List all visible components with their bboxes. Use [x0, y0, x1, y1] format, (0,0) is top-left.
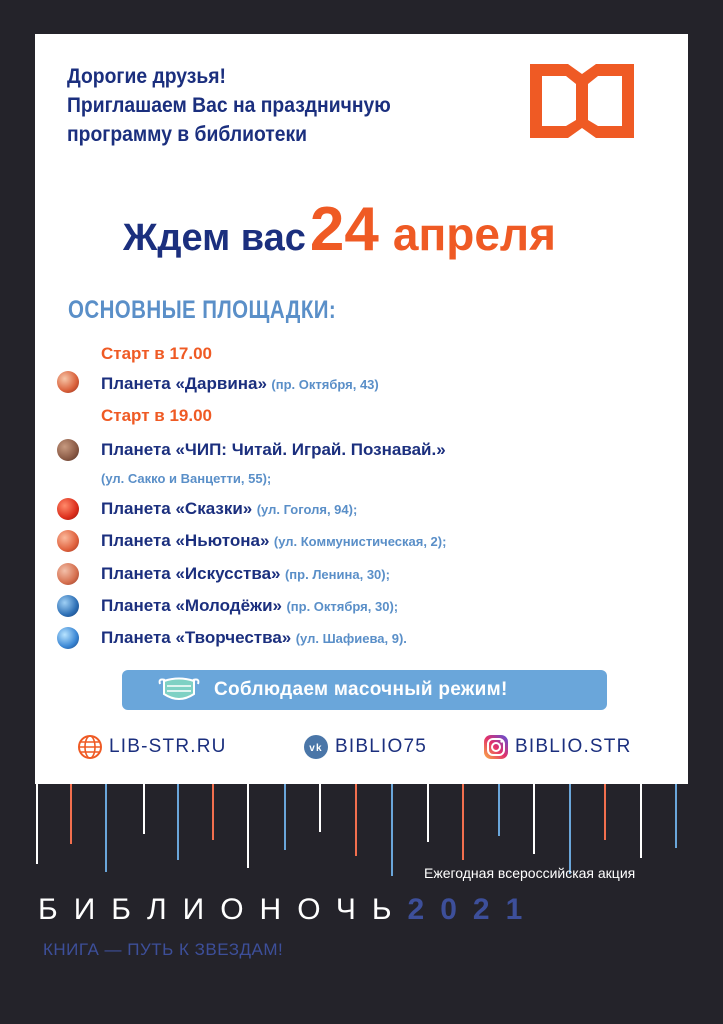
venue-address: (ул. Коммунистическая, 2); [273, 534, 447, 549]
globe-icon [77, 734, 103, 760]
svg-text:vk: vk [309, 743, 323, 754]
planet-icon [57, 371, 79, 393]
greeting-line-3: программу в библиотеки [67, 123, 308, 146]
vk-link[interactable] [303, 734, 427, 760]
venue-address: (пр. Октября, 30); [286, 599, 399, 614]
title-year: 2021 [407, 893, 539, 926]
greeting-line-2: Приглашаем Вас на праздничную [67, 94, 391, 117]
date-day: 24 [309, 195, 379, 264]
mask-notice-banner [122, 670, 607, 710]
venue-item [101, 499, 357, 519]
planet-icon [57, 498, 79, 520]
venue-item [101, 374, 379, 394]
planet-icon [57, 627, 79, 649]
tagline: Ежегодная всероссийская акция [424, 865, 636, 881]
start-time-1: Старт в 17.00 [101, 344, 212, 363]
instagram-icon [483, 734, 509, 760]
face-mask-icon [156, 676, 202, 704]
venue-name: Планета «Искусства» [101, 564, 281, 583]
venues-heading: ОСНОВНЫЕ ПЛОЩАДКИ: [68, 296, 337, 324]
venue-address: (ул. Гоголя, 94); [256, 502, 358, 517]
venue-address-line [101, 470, 271, 488]
venue-name: Планета «ЧИП: Читай. Играй. Познавай.» [101, 440, 446, 459]
event-date [123, 194, 556, 265]
instagram-link[interactable] [483, 734, 632, 760]
invitation-card [35, 34, 688, 784]
venue-address: (пр. Октября, 43) [271, 377, 379, 392]
website-link[interactable] [77, 734, 227, 760]
venue-item [101, 628, 407, 648]
start-time-2: Старт в 19.00 [101, 406, 212, 425]
title-word: БИБЛИОНОЧЬ [38, 893, 408, 926]
mask-notice-text: Соблюдаем масочный режим! [214, 679, 508, 700]
event-title [38, 893, 538, 927]
venue-name: Планета «Сказки» [101, 499, 253, 518]
venue-item [101, 596, 398, 616]
venue-name: Планета «Ньютона» [101, 531, 270, 550]
greeting-line-1: Дорогие друзья! [67, 65, 226, 88]
vk-icon [303, 734, 329, 760]
contact-links [35, 734, 688, 764]
venue-name: Планета «Дарвина» [101, 374, 267, 393]
vk-label: BIBLIO75 [335, 736, 427, 757]
greeting [67, 62, 391, 149]
website-label: LIB-STR.RU [109, 736, 227, 757]
venue-item [101, 531, 446, 551]
venue-name: Планета «Молодёжи» [101, 596, 282, 615]
venue-address: (ул. Сакко и Ванцетти, 55); [101, 471, 272, 486]
date-month: апреля [392, 208, 556, 260]
venue-name: Планета «Творчества» [101, 628, 292, 647]
venue-address: (ул. Шафиева, 9). [295, 631, 407, 646]
instagram-label: BIBLIO.STR [515, 736, 632, 757]
planet-icon [57, 439, 79, 461]
planet-icon [57, 563, 79, 585]
date-prefix: Ждем вас [123, 217, 306, 259]
venue-item [101, 564, 390, 584]
planet-icon [57, 530, 79, 552]
open-book-icon [530, 64, 634, 138]
slogan: КНИГА — ПУТЬ К ЗВЕЗДАМ! [43, 940, 284, 959]
venue-item [101, 440, 446, 460]
venue-address: (пр. Ленина, 30); [284, 567, 390, 582]
planet-icon [57, 595, 79, 617]
